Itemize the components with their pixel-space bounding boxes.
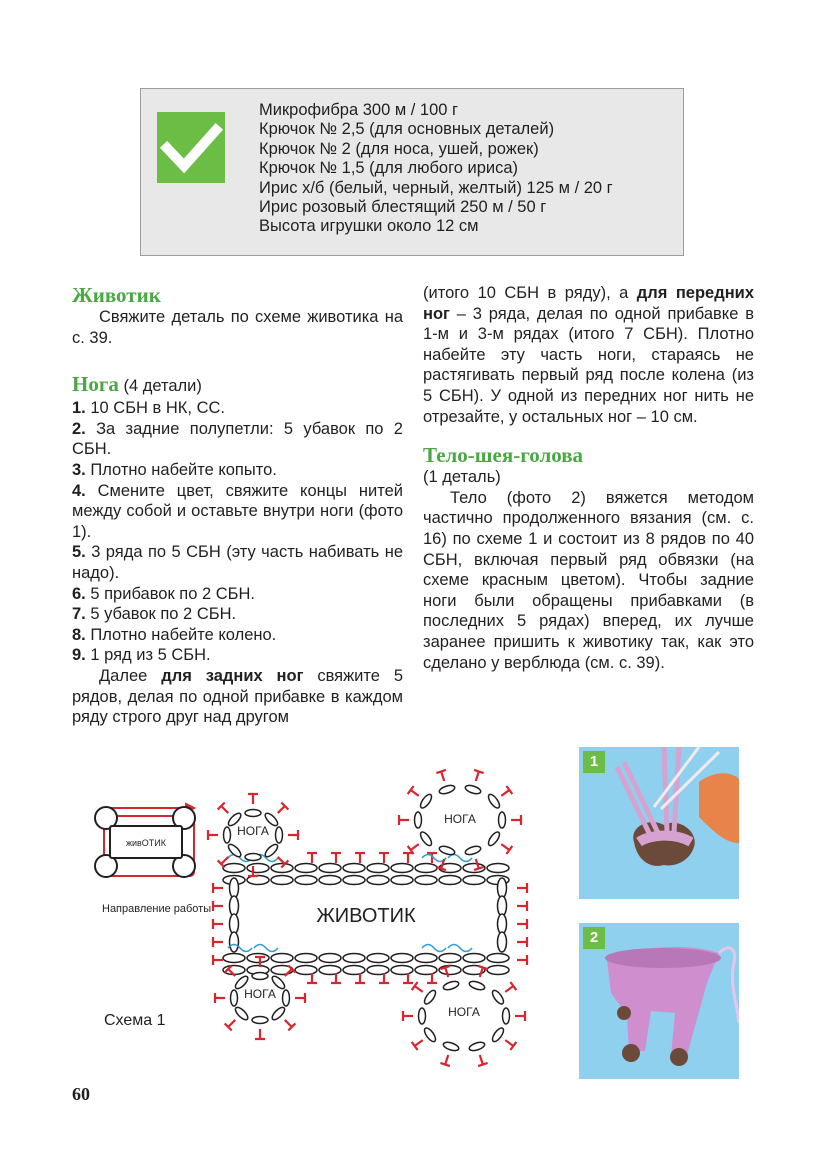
chain-stitch-symbol bbox=[343, 954, 365, 963]
single-crochet-symbol bbox=[255, 1029, 265, 1039]
chain-stitch-symbol bbox=[415, 966, 437, 975]
page-number: 60 bbox=[72, 1084, 90, 1104]
chain-stitch-symbol bbox=[367, 966, 389, 975]
single-crochet-symbol bbox=[248, 794, 258, 804]
body-subheading: (1 деталь) bbox=[423, 468, 501, 487]
single-crochet-symbol bbox=[379, 853, 389, 863]
single-crochet-symbol bbox=[218, 802, 232, 816]
leg-label: НОГА bbox=[244, 987, 276, 1001]
right-column bbox=[423, 283, 754, 673]
chain-stitch-symbol bbox=[498, 896, 507, 916]
chain-stitch-symbol bbox=[295, 954, 317, 963]
chain-stitch-symbol bbox=[367, 876, 389, 885]
single-crochet-symbol bbox=[517, 937, 527, 947]
chain-stitch-symbol bbox=[295, 864, 317, 873]
single-crochet-symbol bbox=[213, 955, 223, 965]
chain-stitch-symbol bbox=[442, 1041, 459, 1053]
single-crochet-symbol bbox=[225, 1016, 239, 1030]
leg-step: 8. Плотно набейте колено. bbox=[72, 625, 277, 644]
chain-stitch-symbol bbox=[468, 1041, 485, 1053]
chain-stitch-symbol bbox=[230, 896, 239, 916]
chain-stitch-symbol bbox=[263, 842, 279, 858]
chain-stitch-symbol bbox=[415, 864, 437, 873]
single-crochet-symbol bbox=[215, 993, 225, 1003]
chain-stitch-symbol bbox=[391, 876, 413, 885]
chain-stitch-symbol bbox=[367, 864, 389, 873]
chain-stitch-symbol bbox=[283, 990, 290, 1006]
crochet-diagram bbox=[90, 740, 560, 1085]
single-crochet-symbol bbox=[436, 770, 449, 783]
chain-stitch-symbol bbox=[271, 876, 293, 885]
leg-step: 1. 10 СБН в НК, СС. bbox=[72, 399, 226, 418]
chain-stitch-symbol bbox=[319, 864, 341, 873]
leg-step: 6. 5 прибавок по 2 СБН. bbox=[72, 584, 255, 603]
single-crochet-symbol bbox=[471, 770, 484, 783]
leg-heading-row bbox=[72, 372, 403, 398]
single-crochet-symbol bbox=[295, 993, 305, 1003]
photo-1 bbox=[579, 747, 739, 899]
left-column bbox=[72, 283, 403, 728]
chain-stitch-symbol bbox=[343, 876, 365, 885]
chain-stitch-symbol bbox=[391, 966, 413, 975]
single-crochet-symbol bbox=[517, 919, 527, 929]
single-crochet-symbol bbox=[274, 802, 288, 816]
chain-stitch-symbol bbox=[422, 1026, 437, 1043]
chain-stitch-symbol bbox=[464, 845, 481, 857]
chain-stitch-symbol bbox=[295, 966, 317, 975]
belly-text: Свяжите деталь по схеме животика на с. 39. bbox=[72, 308, 403, 347]
chain-stitch-symbol bbox=[490, 989, 505, 1006]
chain-stitch-symbol bbox=[247, 864, 269, 873]
material-item: Ирис х/б (белый, черный, желтый) 125 м / 20 г bbox=[259, 178, 613, 197]
chain-stitch-symbol bbox=[252, 1017, 268, 1024]
chain-stitch-symbol bbox=[468, 980, 485, 992]
chain-stitch-symbol bbox=[270, 1005, 286, 1021]
single-crochet-symbol bbox=[517, 883, 527, 893]
photo-2 bbox=[579, 923, 739, 1079]
single-crochet-symbol bbox=[517, 901, 527, 911]
material-item: Крючок № 1,5 (для любого ириса) bbox=[259, 159, 519, 178]
single-crochet-symbol bbox=[403, 1011, 413, 1021]
checkmark-icon bbox=[157, 112, 225, 183]
leg-label: НОГА bbox=[448, 1005, 480, 1019]
chain-stitch-symbol bbox=[230, 878, 239, 898]
leg-subheading: (4 детали) bbox=[123, 377, 202, 396]
chain-stitch-symbol bbox=[391, 864, 413, 873]
chain-stitch-symbol bbox=[343, 966, 365, 975]
body-heading: Тело-шея-голова bbox=[423, 443, 584, 468]
single-crochet-symbol bbox=[213, 883, 223, 893]
chain-stitch-symbol bbox=[487, 954, 509, 963]
chain-stitch-symbol bbox=[391, 954, 413, 963]
single-crochet-symbol bbox=[498, 840, 512, 854]
chain-stitch-symbol bbox=[230, 914, 239, 934]
belly-label: ЖИВОТИК bbox=[316, 905, 416, 927]
leg-step: 5. 3 ряда по 5 СБН (эту часть набивать не надо). bbox=[72, 543, 403, 582]
chain-stitch-symbol bbox=[231, 990, 238, 1006]
material-item: Микрофибра 300 м / 100 г bbox=[259, 101, 459, 119]
chain-stitch-symbol bbox=[499, 812, 506, 828]
chain-stitch-symbol bbox=[367, 954, 389, 963]
chain-stitch-symbol bbox=[223, 864, 245, 873]
leg-step: 9. 1 ряд из 5 СБН. bbox=[72, 646, 211, 665]
single-crochet-symbol bbox=[511, 815, 521, 825]
single-crochet-symbol bbox=[281, 1016, 295, 1030]
single-crochet-symbol bbox=[288, 830, 298, 840]
chain-stitch-symbol bbox=[233, 1005, 249, 1021]
chain-stitch-symbol bbox=[252, 973, 268, 980]
single-crochet-symbol bbox=[213, 919, 223, 929]
chain-stitch-symbol bbox=[503, 1008, 510, 1024]
chain-stitch-symbol bbox=[319, 966, 341, 975]
direction-label: Направление работы bbox=[102, 903, 212, 915]
chain-stitch-symbol bbox=[415, 954, 437, 963]
chain-stitch-symbol bbox=[439, 954, 461, 963]
single-crochet-symbol bbox=[517, 955, 527, 965]
mini-belly-label: живОТИК bbox=[125, 838, 167, 848]
single-crochet-symbol bbox=[498, 786, 512, 800]
material-item: Ирис розовый блестящий 250 м / 50 г bbox=[259, 198, 547, 217]
single-crochet-symbol bbox=[355, 853, 365, 863]
chain-stitch-symbol bbox=[438, 845, 455, 857]
single-crochet-symbol bbox=[412, 1036, 426, 1050]
blue-stitch-symbol bbox=[422, 945, 446, 952]
single-crochet-symbol bbox=[307, 853, 317, 863]
single-crochet-symbol bbox=[408, 786, 422, 800]
leg-label: НОГА bbox=[237, 824, 269, 838]
chain-stitch-symbol bbox=[498, 932, 507, 952]
chain-stitch-symbol bbox=[415, 876, 437, 885]
chain-stitch-symbol bbox=[438, 784, 455, 796]
chain-stitch-symbol bbox=[319, 954, 341, 963]
body-text: Тело (фото 2) вяжется методом частично продолженного вязания (см. с. 16) по схеме 1 и состоит из 8 рядов по 40 СБН, включая первый ряд обвязки (на схеме красным цветом). Чтобы задние ноги были обращены прибавками (в последних 5 рядах) вперед, их лучше заранее пришить к животику так, как это сделано у верблюда (см. с. 39). bbox=[423, 488, 754, 672]
blue-stitch-symbol bbox=[422, 855, 446, 862]
leg-step: 4. Смените цвет, свяжите концы нитей между собой и оставьте внутри ноги (фото 1). bbox=[72, 481, 403, 541]
blue-stitch-symbol bbox=[448, 945, 472, 952]
single-crochet-symbol bbox=[475, 1053, 488, 1066]
single-crochet-symbol bbox=[213, 901, 223, 911]
photo-1-badge: 1 bbox=[583, 751, 605, 773]
chain-stitch-symbol bbox=[418, 793, 433, 810]
chain-stitch-symbol bbox=[418, 830, 433, 847]
single-crochet-symbol bbox=[515, 1011, 525, 1021]
chain-stitch-symbol bbox=[343, 864, 365, 873]
chain-stitch-symbol bbox=[422, 989, 437, 1006]
single-crochet-symbol bbox=[208, 830, 218, 840]
material-item: Крючок № 2 (для носа, ушей, рожек) bbox=[259, 139, 539, 158]
diagram-caption: Схема 1 bbox=[104, 1012, 166, 1029]
chain-stitch-symbol bbox=[224, 827, 231, 843]
chain-stitch-symbol bbox=[498, 878, 507, 898]
chain-stitch-symbol bbox=[245, 854, 261, 861]
leg-heading: Нога bbox=[72, 372, 119, 397]
diagram-svg bbox=[90, 740, 560, 1085]
material-item: Высота игрушки около 12 см bbox=[259, 217, 479, 236]
material-item: Крючок № 2,5 (для основных деталей) bbox=[259, 120, 555, 139]
chain-stitch-symbol bbox=[245, 810, 261, 817]
leg-step: 7. 5 убавок по 2 СБН. bbox=[72, 605, 237, 624]
chain-stitch-symbol bbox=[490, 1026, 505, 1043]
single-crochet-symbol bbox=[502, 982, 516, 996]
chain-stitch-symbol bbox=[442, 980, 459, 992]
chain-stitch-symbol bbox=[464, 784, 481, 796]
leg-continue-text: Далее для задних ног свяжите 5 рядов, делая по одной прибавке в каждом ряду строго друг над другом bbox=[72, 666, 403, 727]
single-crochet-symbol bbox=[412, 982, 426, 996]
chain-stitch-symbol bbox=[319, 876, 341, 885]
chain-stitch-symbol bbox=[295, 876, 317, 885]
leg-step: 2. За задние полупетли: 5 убавок по 2 СБН. bbox=[72, 419, 403, 459]
chain-stitch-symbol bbox=[486, 793, 501, 810]
chain-stitch-symbol bbox=[487, 864, 509, 873]
leg-label: НОГА bbox=[444, 812, 476, 826]
front-legs-text: (итого 10 СБН в ряду), а для передних ног – 3 ряда, делая по одной прибавке в 1-м и 3-м рядах (итого 7 СБН). Плотно набейте эту часть ноги, стараясь не растягивать первый ряд после колена (из 5 СБН). У одной из передних ног нить не отрезайте, у остальных ног – 10 см. bbox=[423, 284, 754, 426]
chain-stitch-symbol bbox=[223, 954, 245, 963]
single-crochet-symbol bbox=[399, 815, 409, 825]
chain-stitch-symbol bbox=[487, 966, 509, 975]
belly-heading: Животик bbox=[72, 283, 161, 307]
blue-stitch-symbol bbox=[448, 855, 472, 862]
materials-list bbox=[259, 101, 613, 237]
chain-stitch-symbol bbox=[419, 1008, 426, 1024]
photo-2-badge: 2 bbox=[583, 927, 605, 949]
blue-stitch-symbol bbox=[254, 945, 278, 952]
leg-step: 3. Плотно набейте копыто. bbox=[72, 460, 277, 479]
single-crochet-symbol bbox=[331, 853, 341, 863]
chain-stitch-symbol bbox=[271, 954, 293, 963]
chain-stitch-symbol bbox=[415, 812, 422, 828]
chain-stitch-symbol bbox=[463, 954, 485, 963]
chain-stitch-symbol bbox=[486, 830, 501, 847]
chain-stitch-symbol bbox=[276, 827, 283, 843]
single-crochet-symbol bbox=[502, 1036, 516, 1050]
single-crochet-symbol bbox=[403, 853, 413, 863]
chain-stitch-symbol bbox=[230, 932, 239, 952]
chain-stitch-symbol bbox=[439, 876, 461, 885]
chain-stitch-symbol bbox=[498, 914, 507, 934]
chain-stitch-symbol bbox=[463, 876, 485, 885]
single-crochet-symbol bbox=[213, 937, 223, 947]
single-crochet-symbol bbox=[440, 1053, 453, 1066]
